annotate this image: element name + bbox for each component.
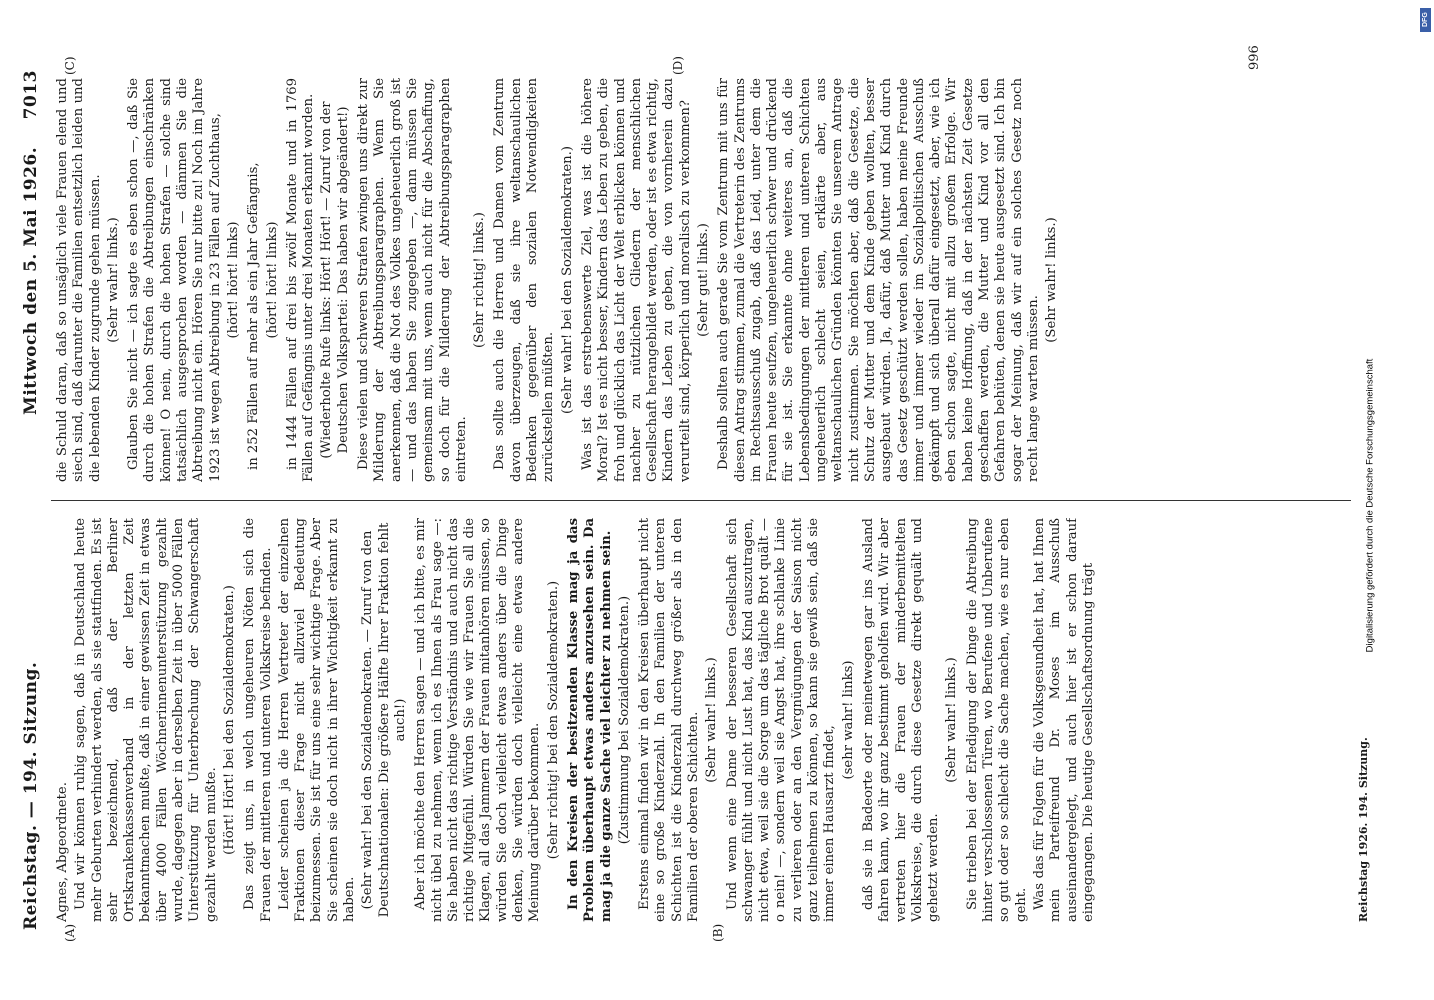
paragraph: Deshalb sollten auch gerade Sie vom Zentrum mit uns für diesen Antrag stimmen, zumal die Vertreterin des Zentrums im Rechtsausschuß zugab, daß das Leid, unter dem die Frauen heute seufzen, ungeheuerlich schwer und drückend für sie ist. Sie erkannte ohne weiteres an, daß die Lebensbedingungen der mittleren und unteren Schichten ungeheuerlich schlecht seien, erklärte aber, aus weltanschaulichen Gründen könnten Sie unserem Antrage nicht zustimmen. Sie möchten aber, daß die Gesetze, die Schutz der Mutter und dem Kinde geben wollten, besser ausgebaut würden. Ja, dafür, daß Mutter und Kind durch das Gesetz geschützt werden sollen, haben meine Freunde immer und immer wieder im Sozialpolitischen Ausschuß gekämpft und sich überall dafür eingesetzt, aber, wie ich eben schon sagte, nicht mit allzu großem Erfolge. Wir haben keine Hoffnung, daß in der nächsten Zeit Gesetze geschaffen werden, die Mutter und Kind vor all den Gefahren behüten, denen sie heute ausgesetzt sind. Ich bin sogar der Meinung, daß wir auf ein solches Gesetz noch recht lange warten müssen. bbox=[716, 78, 1041, 482]
paragraph: Erstens einmal finden wir in den Kreisen überhaupt nicht eine so große Kinderzahl. In den Familien der unteren Schichten ist die Kinderzahl durchweg größer als in den Familien der oberen Schichten. bbox=[637, 518, 701, 922]
remark: (Zustimmung bei Sozialdemokraten.) bbox=[616, 595, 632, 845]
remark: (sehr wahr! links) bbox=[840, 660, 856, 780]
paragraph: Was das für Folgen für die Volksgesundheit hat, hat Ihnen mein Parteifreund Dr. Moses im Ausschuß auseinandergelegt, und auch hier ist er schon darauf eingegangen. Die heutige Gesellschaftsordnung trägt bbox=[1031, 518, 1096, 922]
right-text-column bbox=[55, 78, 1351, 482]
paragraph: Diese vielen und schweren Strafen zwingen uns direkt zur Milderung der Abtreibungsparagraphen. Wenn Sie anerkennen, daß die Not des Volkes ungeheuerlich groß ist — und das haben Sie zugegeben —, dann müssen Sie gemeinsam mit uns, wenn auch nicht für die Abschaffung, so doch für die Milderung der Abtreibungsparagraphen eintreten. bbox=[356, 78, 469, 482]
remark: (Sehr wahr! links.) bbox=[944, 657, 960, 783]
paragraph: Was ist das erstrebenswerte Ziel, was ist die höhere Moral? Ist es nicht besser, Kindern das Leben zu geben, die froh und glücklich das Licht der Welt erblicken können und nachher zu nützlichen Gliedern der menschlichen Gesellschaft herangebildet werden, oder ist es etwa richtig, Kindern das Leben zu geben, die von vornherein dazu verurteilt sind, körperlich und moralisch zu verkommen? bbox=[579, 78, 693, 482]
paragraph: Glauben Sie nicht — ich sagte es eben schon —, daß Sie durch die hohen Strafen die Abtreibungen einschränken können! O nein, durch die hohen Strafen — solche sind tatsächlich ausgesprochen worden — dämmen Sie die Abtreibung nicht ein. Hören Sie nur bitte zu! Noch im Jahre 1923 ist wegen Abtreibung in 23 Fällen auf Zuchthaus, bbox=[126, 78, 223, 482]
remark: (Sehr wahr! bei den Sozialdemokraten. — Zuruf von den Deutschnationalen: Die größere Hälfte Ihrer Fraktion fehlt auch!) bbox=[360, 522, 408, 918]
dfg-logo-icon: DFG bbox=[1420, 8, 1431, 32]
margin-marker-a: (A) bbox=[63, 923, 77, 942]
header-page-number: 7013 bbox=[21, 70, 41, 120]
header-session: Reichstag. — 194. Sitzung. bbox=[21, 661, 41, 930]
paragraph: die Schuld daran, daß so unsäglich viele Frauen elend und siech sind, daß darunter die Familien entsetzlich leiden und die lebenden Kinder zugrunde gehen müssen. bbox=[55, 78, 103, 482]
paragraph: Sie trieben bei der Erledigung der Dinge die Abtreibung hinter verschlossenen Türen, wo Berufene und Unberufene so gut oder so schlecht die Sache machen, wie es nur eben geht. bbox=[964, 518, 1029, 922]
footer-session-label: Reichstag 1926. 194. Sitzung. bbox=[1357, 737, 1370, 922]
margin-marker-c: (C) bbox=[63, 56, 77, 75]
page-header bbox=[21, 70, 45, 930]
remark: (Hört! Hört! bei den Sozialdemokraten.) bbox=[221, 585, 237, 855]
remark: (Sehr wahr! links.) bbox=[704, 657, 720, 783]
remark: (Sehr richtig! links.) bbox=[472, 212, 488, 348]
column-divider bbox=[51, 500, 1351, 501]
rotated-document-page bbox=[11, 45, 1391, 950]
paragraph: daß sie in Badeorte oder meinetwegen gar ins Ausland fahren kann, wo ihr ganz bestimmt geholfen wird. Wir aber vertreten hier die Frauen der minderbemittelten Volkskreise, die durch diese Gesetze direkt gequält und gehetzt werden. bbox=[860, 518, 942, 922]
paragraph: Das zeigt uns, in welch ungeheuren Nöten sich die Frauen der mittleren und unteren Volkskreise befinden. bbox=[242, 518, 274, 922]
left-text-column bbox=[55, 518, 1351, 922]
footer-page-number: 996 bbox=[1247, 45, 1262, 70]
paragraph: Und wenn eine Dame der besseren Gesellschaft sich schwanger fühlt und nicht Lust hat, das Kind auszutragen, nicht etwa, weil sie die Sorge um das tägliche Brot quält — o nein! —, sondern weil sie Angst hat, ihre schlanke Linie zu verlieren oder an den Vergnügungen der Saison nicht ganz teilnehmen zu können, so kann sie gewiß sein, daß sie immer einen Hausarzt findet, bbox=[724, 518, 838, 922]
digitization-credit: Digitalisierung gefördert durch die Deutsche Forschungsgemeinschaft bbox=[1364, 358, 1376, 653]
remark: (Wiederholte Rufe links: Hört! Hört! — Zuruf von der Deutschen Volkspartei: Das haben wir abgeändert!) bbox=[319, 101, 351, 459]
remark: (Sehr wahr! bei den Sozialdemokraten.) bbox=[559, 146, 575, 414]
paragraph: Leider scheinen ja die Herren Vertreter der einzelnen Fraktionen dieser Frage nicht allzuviel Bedeutung beizumessen. Sie ist für uns eine sehr wichtige Frage. Aber Sie scheinen sie doch nicht in ihrer Wichtigkeit erkannt zu haben. bbox=[276, 518, 358, 922]
paragraph: in 1444 Fällen auf drei bis zwölf Monate und in 1769 Fällen auf Gefängnis unter drei Monaten erkannt worden. bbox=[284, 78, 317, 482]
remark: (Sehr wahr! links.) bbox=[105, 217, 121, 343]
remark: (Sehr gut! links.) bbox=[695, 223, 711, 337]
remark: (Sehr wahr! links.) bbox=[1044, 217, 1060, 343]
paragraph: Aber ich möchte den Herren sagen — und ich bitte, es mir nicht übel zu nehmen, wenn ich es Ihnen als Frau sage —: Sie haben nicht das richtige Verständnis und auch nicht das richtige Mitgefühl. Würden Sie wie wir Frauen Sie all die Klagen, all das Jammern der Frauen mitanhören müssen, so würden Sie doch vielleicht etwas anders über die Dinge denken, Sie würden doch vielleicht eine etwas andere Meinung darüber bekommen. bbox=[413, 518, 543, 922]
remark: (hört! hört! links) bbox=[264, 221, 280, 339]
speaker-intro: Agnes, Abgeordnete. bbox=[55, 782, 70, 922]
header-date: Mittwoch den 5. Mai 1926. bbox=[21, 146, 41, 415]
paragraph: Und wir können ruhig sagen, daß in Deutschland heute mehr Geburten verhindert werden, als sie stattfinden. Es ist sehr bezeichnend, daß der Berliner Ortskrankenkassenverband in der letzten Zeit bekanntmachen mußte, daß in einer gewissen Zeit in etwas über 4000 Fällen Wöchnerinnenunterstützung gezahlt wurde, dagegen aber in derselben Zeit in über 5000 Fällen Unterstützung für Unterbrechung der Schwangerschaft gezahlt werden mußte. bbox=[73, 518, 219, 922]
paragraph-emphasis: In den Kreisen der besitzenden Klasse mag ja das Problem überhaupt etwas anders anzusehen sein. Da mag ja die ganze Sache viel leichter zu nehmen sein. bbox=[565, 518, 614, 922]
margin-marker-b: (B) bbox=[711, 923, 725, 942]
margin-marker-d: (D) bbox=[671, 56, 685, 75]
paragraph: in 252 Fällen auf mehr als ein Jahr Gefängnis, bbox=[246, 162, 262, 470]
remark: (hört! hört! links) bbox=[225, 221, 241, 339]
remark: (Sehr richtig! bei den Sozialdemokraten.) bbox=[545, 580, 561, 860]
paragraph: Das sollte auch die Herren und Damen vom Zentrum davon überzeugen, daß sie ihre weltanschaulichen Bedenken gegenüber den sozialen Notwendigkeiten zurückstellen müßten. bbox=[492, 78, 557, 482]
